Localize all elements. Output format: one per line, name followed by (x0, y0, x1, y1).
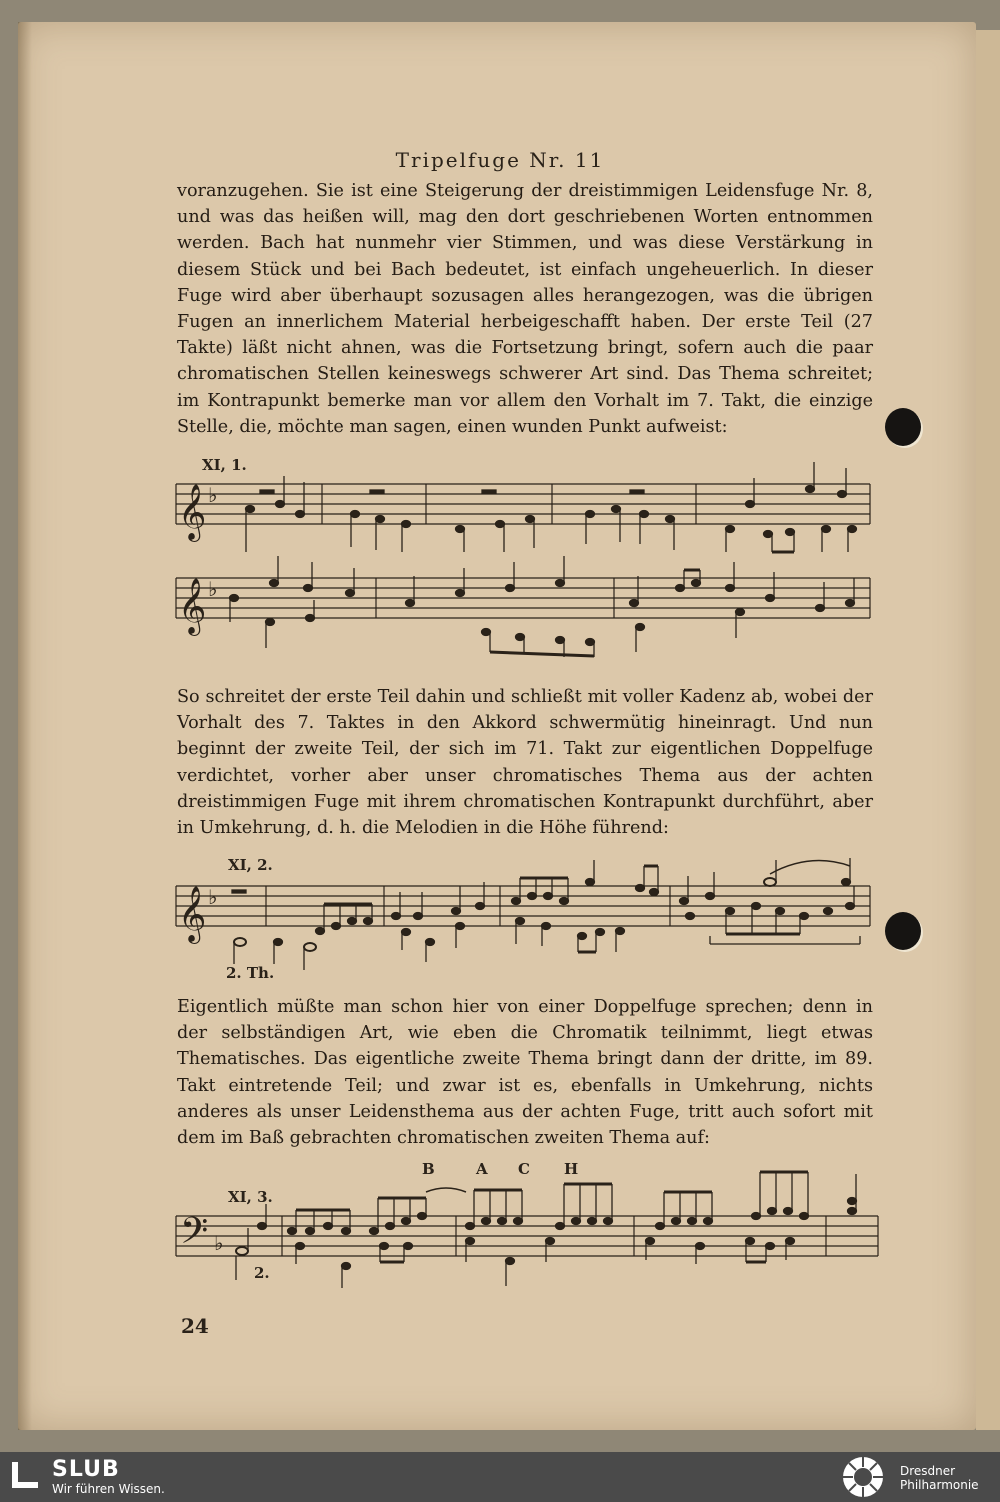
theme-2-label: 2. Th. (226, 964, 275, 982)
spine-shadow (18, 22, 32, 1430)
bach-letter-c: C (518, 1160, 530, 1178)
slub-name: SLUB (52, 1457, 120, 1482)
music-example-3 (170, 1152, 880, 1297)
svg-text:♭: ♭ (214, 1231, 224, 1255)
svg-text:♭: ♭ (208, 483, 218, 507)
footer-bar (0, 1452, 1000, 1502)
svg-text:𝄞: 𝄞 (178, 578, 207, 634)
philharmonie-line-1: Dresdner (900, 1464, 956, 1478)
page-number: 24 (181, 1314, 209, 1338)
paragraph-3: Eigentlich müßte man schon hier von einer Doppelfuge sprechen; denn in der selbständigen Art, wie eben die Chromatik teilnimmt, liegt etwas Thematisches. Das eigentliche zweite Thema bringt dann der dritte, im 89. Takt eintretende Teil; und zwar ist es, ebenfalls in Umkehrung, nichts anderes als unser Leidensthema aus der achten Fuge, tritt auch sofort mit dem im Baß gebrachten chromatischen zweiten Thema auf: (177, 997, 873, 1149)
punch-hole (885, 408, 921, 446)
slub-logo-icon (10, 1460, 40, 1490)
svg-text:𝄢: 𝄢 (180, 1210, 209, 1261)
svg-text:♭: ♭ (208, 577, 218, 601)
svg-text:♭: ♭ (208, 885, 218, 909)
paragraph-2: So schreitet der erste Teil dahin und schließt mit voller Kadenz ab, wobei der Vorhalt des 7. Taktes in den Akkord schwermütig hineinragt. Und nun beginnt der zweite Teil, der sich im 71. Takt zur eigentlichen Doppelfuge verdichtet, vorher aber unser chromatisches Thema aus der achten dreistimmigen Fuge mit ihrem chromatischen Kontrapunkt durchführt, aber in Umkehrung, d. h. die Melodien in die Höhe führend: (177, 687, 873, 839)
example-2-label: XI, 2. (228, 856, 273, 874)
punch-hole (885, 912, 921, 950)
philharmonie-logo-icon (840, 1454, 886, 1500)
example-3-label: XI, 3. (228, 1188, 273, 1206)
svg-text:𝄞: 𝄞 (178, 886, 207, 942)
bach-letter-a: A (476, 1160, 488, 1178)
music-example-1 (170, 452, 880, 677)
bach-letter-h: H (564, 1160, 579, 1178)
next-page-edge (976, 30, 1000, 1430)
paragraph-1: voranzugehen. Sie ist eine Steigerung der dreistimmigen Leidensfuge Nr. 8, und was das heißen will, mag den dort geschriebenen Worten entnommen werden. Bach hat nunmehr vier Stimmen, und was diese Verstärkung in diesem Stück und bei Bach bedeutet, ist einfach ungeheuerlich. In dieser Fuge wird aber überhaupt sozusagen alles herangezogen, was die übrigen Fugen an innerlichem Material herbeigeschafft haben. Der erste Teil (27 Takte) läßt nicht ahnen, was die Fortsetzung bringt, sofern auch die paar chromatischen Stellen keineswegs schwerer Art sind. Das Thema schreitet; im Kontrapunkt bemerke man vor allem den Vorhalt im 7. Takt, die einzige Stelle, die, möchte man sagen, einen wunden Punkt aufweist: (177, 181, 873, 437)
page-header: Tripelfuge Nr. 11 (395, 148, 605, 172)
philharmonie-line-2: Philharmonie (900, 1478, 979, 1492)
music-example-2 (170, 852, 880, 987)
svg-text:𝄞: 𝄞 (178, 484, 207, 540)
voice-2-label: 2. (254, 1264, 270, 1282)
bach-letter-b: B (422, 1160, 435, 1178)
slub-tagline: Wir führen Wissen. (52, 1482, 165, 1496)
example-1-label: XI, 1. (202, 456, 247, 474)
philharmonie-name (900, 1464, 979, 1492)
